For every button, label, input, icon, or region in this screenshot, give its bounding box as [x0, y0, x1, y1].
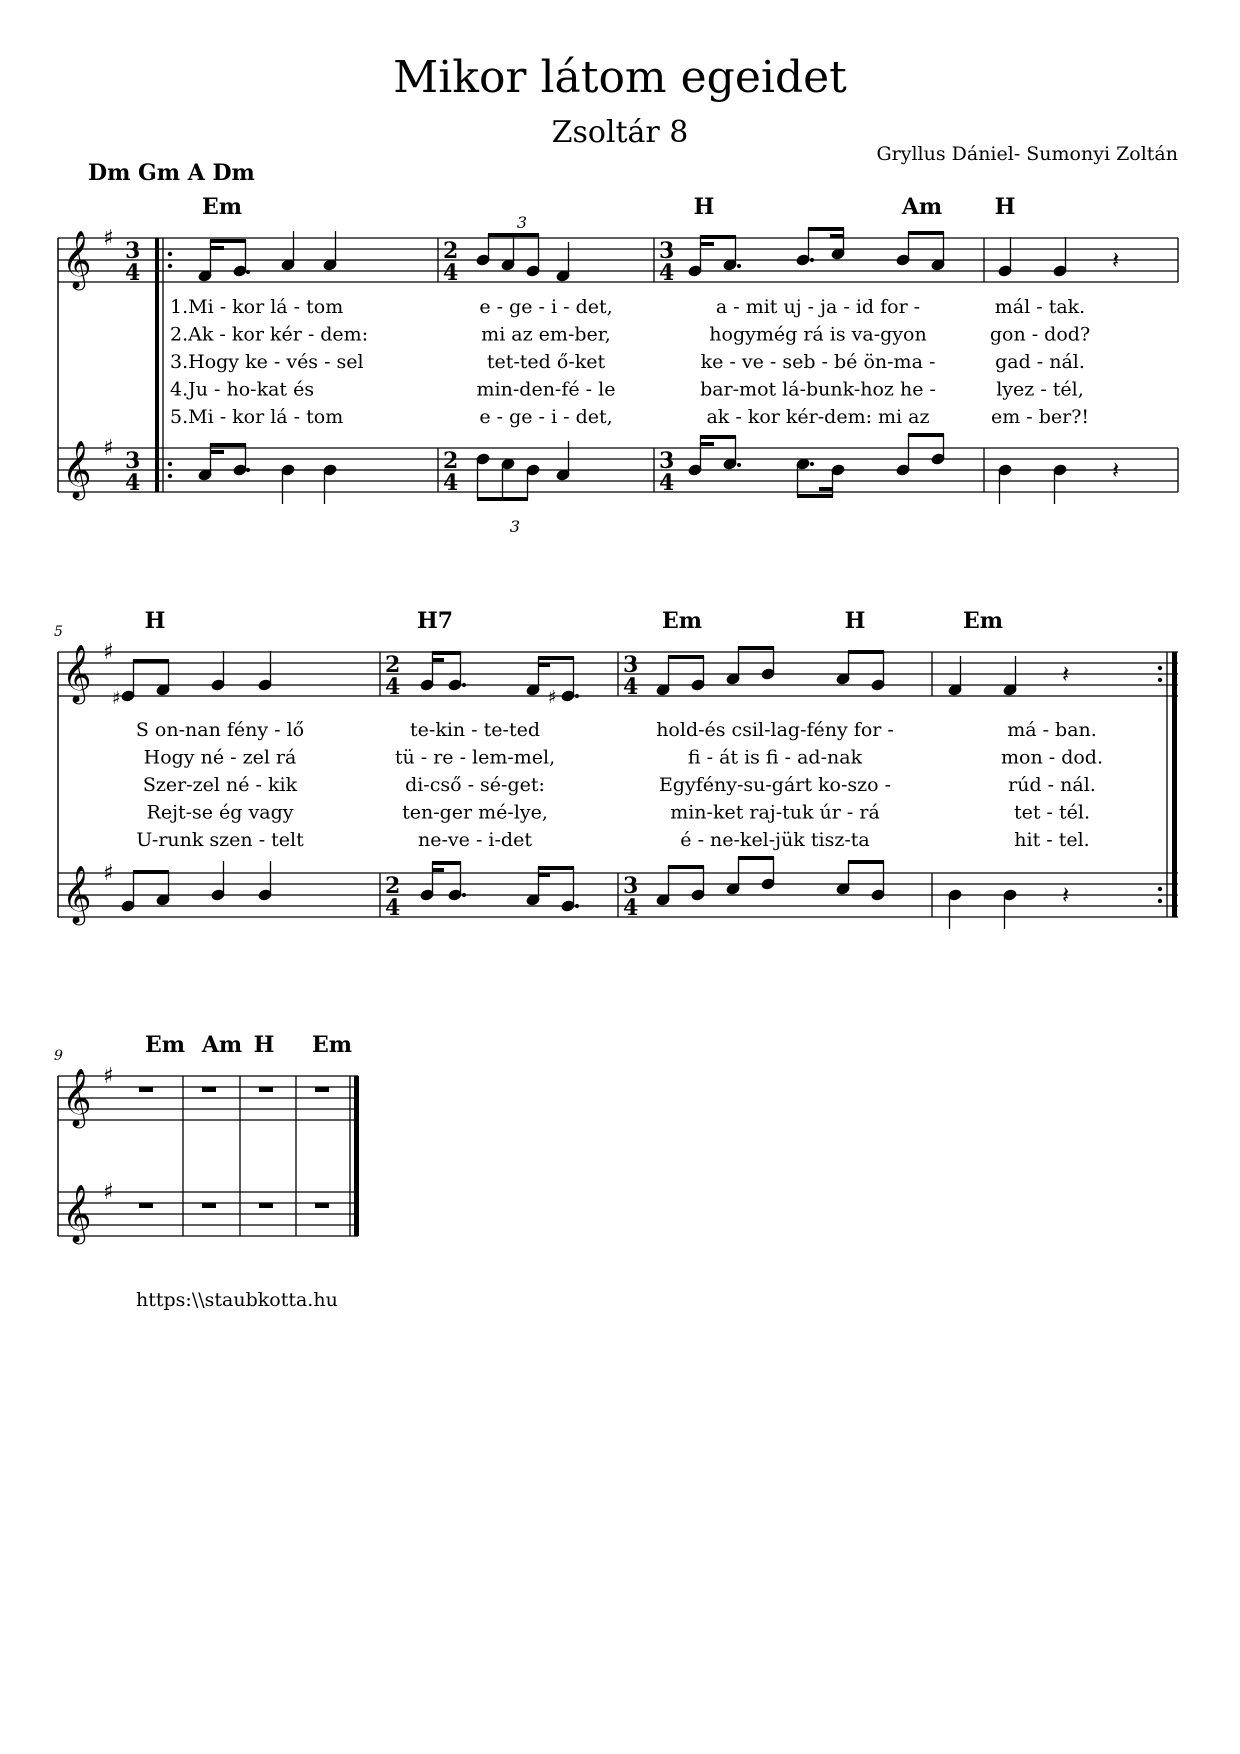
- lyric-line: é - ne-kel-jük tisz-ta: [680, 829, 870, 851]
- lyric-line: má - ban.: [1007, 719, 1097, 741]
- lyric-line: 1.Mi - kor lá - tom: [170, 296, 344, 318]
- lyric-line: Egyfény-su-gárt ko-szo -: [658, 774, 892, 796]
- sharp-key-signature-icon: ♯: [103, 640, 114, 665]
- time-signature-change: 2: [385, 652, 401, 678]
- time-signature-bottom: 4: [125, 470, 141, 496]
- chord-symbol: Am: [901, 194, 943, 220]
- chord-symbol: H7: [416, 608, 454, 634]
- lyric-line: fi - át is fi - ad-nak: [687, 746, 863, 769]
- lyric-line: a - mit uj - ja - id for -: [715, 296, 921, 318]
- lyric-line: Hogy né - zel rá: [143, 746, 297, 769]
- lyric-line: ak - kor kér-dem: mi az: [706, 406, 930, 428]
- treble-clef-icon: 𝄞: [62, 1068, 92, 1126]
- time-signature-top: 3: [125, 448, 141, 474]
- svg-text:2: 2: [385, 873, 401, 899]
- measure-number: 5: [54, 624, 63, 640]
- svg-text:4: 4: [659, 470, 675, 496]
- chord-symbol: Am: [201, 1032, 243, 1058]
- chord-symbol: Em: [201, 194, 243, 220]
- lyric-line: bar-mot lá-bunk-hoz he -: [700, 378, 936, 401]
- lyric-line: 2.Ak - kor kér - dem:: [170, 323, 369, 346]
- svg-text:4: 4: [659, 260, 675, 286]
- svg-text:4: 4: [385, 895, 401, 921]
- quarter-rest-icon: 𝄽: [1062, 660, 1070, 688]
- page-subtitle: Zsoltár 8: [551, 115, 689, 150]
- lyric-line: hold-és csil-lag-fény for -: [656, 719, 894, 741]
- svg-text:4: 4: [623, 674, 639, 700]
- tuplet-number: 3: [509, 517, 521, 536]
- svg-text:4: 4: [443, 470, 459, 496]
- svg-text:4: 4: [385, 674, 401, 700]
- chord-symbol: H: [253, 1032, 275, 1058]
- lyric-line: Rejt-se ég vagy: [146, 801, 294, 824]
- footer-url: https:\\staubkotta.hu: [136, 1289, 338, 1311]
- time-signature-change: 3: [623, 652, 639, 678]
- lyric-line: min-den-fé - le: [476, 378, 616, 401]
- chord-symbol: Em: [661, 608, 703, 634]
- lyric-line: ten-ger mé-lye,: [402, 801, 548, 824]
- time-signature-change: 3: [659, 238, 675, 264]
- treble-clef-icon: 𝄞: [62, 440, 92, 498]
- lyric-line: Szer-zel né - kik: [142, 774, 298, 796]
- svg-text:♯: ♯: [548, 687, 557, 708]
- lyric-line: rúd - nál.: [1008, 774, 1096, 796]
- intro-chords: Dm Gm A Dm: [88, 160, 255, 186]
- treble-clef-icon: 𝄞: [62, 1184, 92, 1242]
- lyric-line: e - ge - i - det,: [479, 406, 613, 428]
- lyric-line: gon - dod?: [989, 323, 1091, 346]
- chord-symbol: Em: [144, 1032, 186, 1058]
- svg-text:2: 2: [443, 448, 459, 474]
- lyric-line: hogymég rá is va-gyon: [709, 323, 927, 346]
- lyric-line: 5.Mi - kor lá - tom: [170, 406, 344, 428]
- lyric-line: 3.Hogy ke - vés - sel: [170, 351, 364, 373]
- chord-symbol: H: [693, 194, 715, 220]
- lyric-line: tet-ted ő-ket: [486, 351, 606, 373]
- sharp-key-signature-icon: ♯: [103, 861, 114, 886]
- chord-symbol: H: [144, 608, 166, 634]
- svg-text:3: 3: [623, 873, 639, 899]
- lyric-line: te-kin - te-ted: [410, 719, 540, 741]
- sharp-key-signature-icon: ♯: [103, 1180, 114, 1205]
- lyric-line: lyez - tél,: [996, 378, 1084, 401]
- svg-text:4: 4: [443, 260, 459, 286]
- lyric-line: min-ket raj-tuk úr - rá: [670, 801, 880, 824]
- treble-clef-icon: 𝄞: [62, 230, 92, 288]
- page-title: Mikor látom egeidet: [393, 52, 847, 103]
- svg-text:4: 4: [623, 895, 639, 921]
- lyric-line: mi az em-ber,: [481, 323, 611, 346]
- lyric-line: ke - ve - seb - bé ön-ma -: [700, 351, 936, 373]
- sharp-key-signature-icon: ♯: [103, 436, 114, 461]
- lyric-line: tet - tél.: [1013, 801, 1091, 824]
- lyric-line: ne-ve - i-det: [418, 829, 532, 851]
- sharp-key-signature-icon: ♯: [103, 226, 114, 251]
- sharp-key-signature-icon: ♯: [103, 1064, 114, 1089]
- treble-clef-icon: 𝄞: [62, 644, 92, 702]
- lyric-line: gad - nál.: [995, 351, 1085, 373]
- lyric-line: tü - re - lem-mel,: [394, 746, 556, 769]
- lyric-line: em - ber?!: [990, 406, 1090, 428]
- measure-number: 9: [54, 1048, 63, 1064]
- tuplet-number: 3: [516, 213, 528, 232]
- lyric-line: 4.Ju - ho-kat és: [170, 378, 315, 401]
- lyric-line: U-runk szen - telt: [136, 829, 304, 851]
- lyric-line: S on-nan fény - lő: [135, 719, 305, 741]
- quarter-rest-icon: 𝄽: [1062, 881, 1070, 909]
- time-signature-top: 3: [125, 238, 141, 264]
- chord-symbol: H: [994, 194, 1016, 220]
- svg-text:♯: ♯: [112, 688, 121, 709]
- lyric-line: hit - tel.: [1014, 829, 1090, 851]
- lyric-line: e - ge - i - det,: [479, 296, 613, 318]
- quarter-rest-icon: 𝄽: [1112, 456, 1120, 484]
- svg-text:3: 3: [659, 448, 675, 474]
- chord-symbol: Em: [311, 1032, 353, 1058]
- time-signature-bottom: 4: [125, 260, 141, 286]
- chord-symbol: H: [844, 608, 866, 634]
- composer-credit: Gryllus Dániel- Sumonyi Zoltán: [876, 143, 1178, 165]
- chord-symbol: Em: [962, 608, 1004, 634]
- time-signature-change: 2: [443, 238, 459, 264]
- lyric-line: mál - tak.: [994, 296, 1086, 318]
- quarter-rest-icon: 𝄽: [1112, 246, 1120, 274]
- treble-clef-icon: 𝄞: [62, 865, 92, 923]
- lyric-line: di-cső - sé-get:: [405, 774, 545, 796]
- lyric-line: mon - dod.: [1001, 746, 1103, 769]
